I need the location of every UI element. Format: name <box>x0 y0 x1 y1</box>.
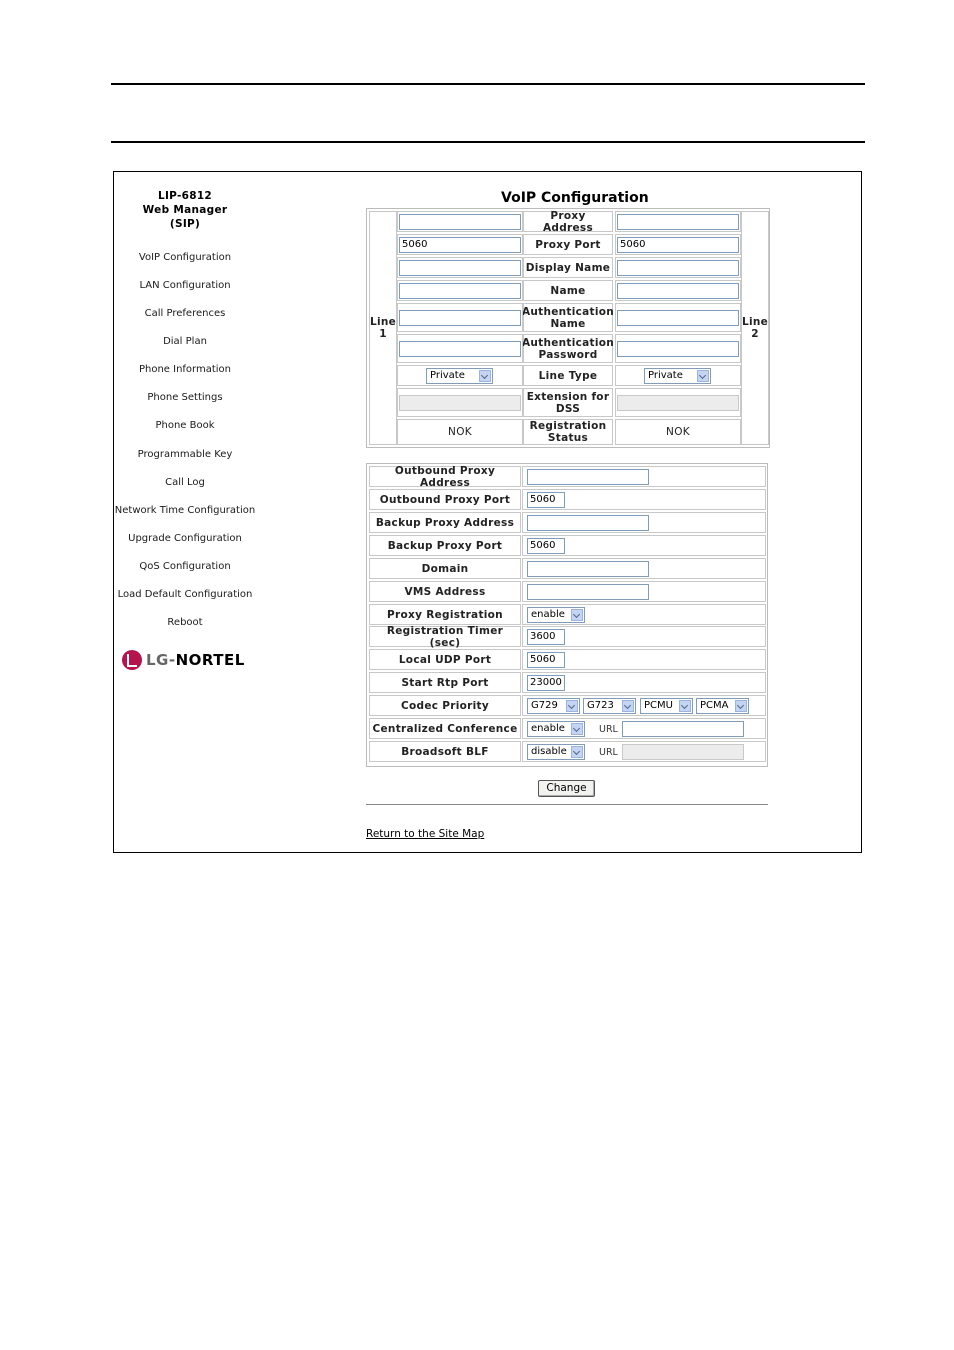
line2-proxy-address-input[interactable] <box>617 214 739 230</box>
label-authentication-name: Authentication Name <box>523 303 613 332</box>
codec-priority-select-3[interactable] <box>640 698 693 714</box>
sidebar-item-reboot[interactable]: Reboot <box>167 617 203 628</box>
local-udp-port-input[interactable]: 5060 <box>527 652 565 668</box>
line1-extension-for-dss-input <box>399 395 521 411</box>
start-rtp-port-input[interactable]: 23000 <box>527 675 565 691</box>
sidebar-item-upgrade-configuration[interactable]: Upgrade Configuration <box>128 533 242 544</box>
sidebar-item-phone-settings[interactable]: Phone Settings <box>147 392 223 403</box>
header-rule-top <box>111 83 865 85</box>
line1-line-type-value: Private <box>430 370 465 381</box>
codec-value-3: PCMU <box>644 700 673 711</box>
return-site-map-link[interactable]: Return to the Site Map <box>366 828 485 840</box>
line1-registration-status: NOK <box>397 419 523 445</box>
broadsoft-blf-select-value: disable <box>531 746 567 757</box>
line2-extension-for-dss-input <box>617 395 739 411</box>
chevron-down-icon <box>622 700 634 712</box>
chevron-down-icon <box>566 700 578 712</box>
registration-timer-sec-input[interactable]: 3600 <box>527 629 565 645</box>
proxy-registration-select-value: enable <box>531 609 565 620</box>
sidebar-item-call-log[interactable]: Call Log <box>165 477 205 488</box>
line1-authentication-password-input[interactable] <box>399 341 521 357</box>
line2-display-name-input[interactable] <box>617 260 739 276</box>
centralized-conference-select-value: enable <box>531 723 565 734</box>
settings-panel <box>366 463 768 767</box>
label-centralized-conference: Centralized Conference <box>369 718 521 739</box>
chevron-down-icon <box>679 700 691 712</box>
label-local-udp-port: Local UDP Port <box>369 649 521 670</box>
label-authentication-password: Authentication Password <box>523 334 613 363</box>
change-button[interactable]: Change <box>538 780 595 797</box>
header-rule-bottom <box>111 141 865 143</box>
label-proxy-registration: Proxy Registration <box>369 604 521 625</box>
logo-sep: - <box>168 651 176 669</box>
chevron-down-icon <box>571 723 583 735</box>
label-codec-priority: Codec Priority <box>369 695 521 716</box>
line2-label: Line 2 <box>741 211 769 445</box>
backup-proxy-address-input[interactable] <box>527 515 649 531</box>
centralized-conference-url-label: URL <box>599 724 618 735</box>
label-backup-proxy-port: Backup Proxy Port <box>369 535 521 556</box>
label-outbound-proxy-port: Outbound Proxy Port <box>369 489 521 510</box>
label-registration-timer-sec: Registration Timer (sec) <box>369 626 521 647</box>
screenshot-frame <box>113 171 862 853</box>
label-start-rtp-port: Start Rtp Port <box>369 672 521 693</box>
chevron-down-icon <box>571 609 583 621</box>
line2-line-type-value: Private <box>648 370 683 381</box>
logo-nortel-text: NORTEL <box>175 651 245 669</box>
label-outbound-proxy-address: Outbound Proxy Address <box>369 466 521 487</box>
codec-value-1: G729 <box>531 700 558 711</box>
product-protocol: (SIP) <box>169 218 201 230</box>
product-model: LIP-6812 <box>157 190 213 202</box>
sidebar-item-dial-plan[interactable]: Dial Plan <box>163 336 207 347</box>
line2-authentication-password-input[interactable] <box>617 341 739 357</box>
outbound-proxy-address-input[interactable] <box>527 469 649 485</box>
chevron-down-icon <box>479 370 491 382</box>
lg-nortel-logo <box>122 650 245 670</box>
sidebar-item-phone-book[interactable]: Phone Book <box>155 420 215 431</box>
codec-value-2: G723 <box>587 700 614 711</box>
line1-name-input[interactable] <box>399 283 521 299</box>
codec-value-4: PCMA <box>700 700 729 711</box>
broadsoft-blf-url-input <box>622 744 744 760</box>
label-extension-for-dss: Extension for DSS <box>523 388 613 417</box>
outbound-proxy-port-input[interactable]: 5060 <box>527 492 565 508</box>
codec-priority-select-2[interactable] <box>583 698 636 714</box>
codec-priority-select-1[interactable] <box>527 698 580 714</box>
line1-label: Line 1 <box>369 211 397 445</box>
centralized-conference-select[interactable] <box>527 721 585 737</box>
line2-line-type-select[interactable] <box>644 368 711 384</box>
sidebar-item-lan-configuration[interactable]: LAN Configuration <box>139 280 231 291</box>
label-broadsoft-blf: Broadsoft BLF <box>369 741 521 762</box>
line1-proxy-address-input[interactable] <box>399 214 521 230</box>
label-proxy-port: Proxy Port <box>523 234 613 255</box>
chevron-down-icon <box>571 746 583 758</box>
backup-proxy-port-input[interactable]: 5060 <box>527 538 565 554</box>
label-display-name: Display Name <box>523 257 613 278</box>
label-vms-address: VMS Address <box>369 581 521 602</box>
line1-display-name-input[interactable] <box>399 260 521 276</box>
label-proxy-address: Proxy Address <box>523 211 613 232</box>
sidebar-item-phone-information[interactable]: Phone Information <box>138 364 232 375</box>
sidebar-item-qos-configuration[interactable]: QoS Configuration <box>139 561 231 572</box>
label-backup-proxy-address: Backup Proxy Address <box>369 512 521 533</box>
page-title: VoIP Configuration <box>501 190 649 206</box>
sidebar-item-load-default-configuration[interactable]: Load Default Configuration <box>117 589 253 600</box>
sidebar-item-call-preferences[interactable]: Call Preferences <box>144 308 226 319</box>
sidebar-item-network-time-configuration[interactable]: Network Time Configuration <box>114 505 256 516</box>
line2-registration-status: NOK <box>615 419 741 445</box>
proxy-registration-select[interactable] <box>527 607 585 623</box>
line1-authentication-name-input[interactable] <box>399 310 521 326</box>
lg-logo-icon <box>122 650 142 670</box>
vms-address-input[interactable] <box>527 584 649 600</box>
product-app: Web Manager <box>142 204 228 216</box>
codec-priority-select-4[interactable] <box>696 698 749 714</box>
logo-lg-text: LG <box>146 651 169 669</box>
chevron-down-icon <box>697 370 709 382</box>
chevron-down-icon <box>735 700 747 712</box>
label-registration-status: Registration Status <box>523 419 613 445</box>
sidebar-item-voip-configuration[interactable]: VoIP Configuration <box>138 252 232 263</box>
label-line-type: Line Type <box>523 365 613 386</box>
label-domain: Domain <box>369 558 521 579</box>
line2-name-input[interactable] <box>617 283 739 299</box>
sidebar-item-programmable-key[interactable]: Programmable Key <box>137 449 233 460</box>
product-title <box>114 189 256 231</box>
centralized-conference-url-input[interactable] <box>622 721 744 737</box>
line-config-panel <box>366 208 770 448</box>
line1-line-type-select[interactable] <box>426 368 493 384</box>
label-name: Name <box>523 280 613 301</box>
broadsoft-blf-select[interactable] <box>527 744 585 760</box>
line2-authentication-name-input[interactable] <box>617 310 739 326</box>
domain-input[interactable] <box>527 561 649 577</box>
line2-proxy-port-input[interactable]: 5060 <box>617 237 739 253</box>
broadsoft-blf-url-label: URL <box>599 747 618 758</box>
bottom-separator <box>366 804 768 805</box>
line1-proxy-port-input[interactable]: 5060 <box>399 237 521 253</box>
